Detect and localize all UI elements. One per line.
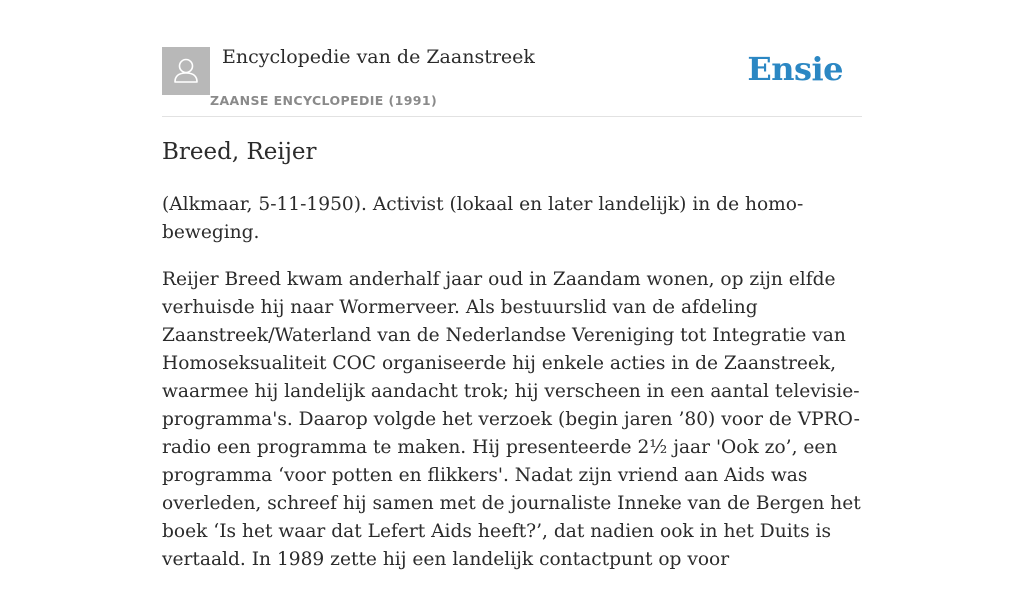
source-title[interactable]: Encyclopedie van de Zaanstreek — [222, 46, 535, 68]
entry-body — [162, 191, 862, 593]
source-header — [162, 0, 862, 117]
source-subtitle: ZAANSE ENCYCLOPEDIE (1991) — [210, 93, 438, 108]
page-container — [162, 0, 862, 570]
user-avatar-icon[interactable] — [162, 47, 210, 95]
entry-title: Breed, Reijer — [162, 139, 317, 165]
entry-intro-paragraph: (Alkmaar, 5-11-1950). Activist (lokaal en later landelijk) in de homo-beweging. — [162, 194, 804, 243]
ensie-logo[interactable]: Ensie — [747, 50, 843, 88]
entry-main-paragraph: Reijer Breed kwam anderhalf jaar oud in Zaandam wonen, op zijn elfde verhuisde hij naar Wormerveer. Als bestuurslid van de afdeling Zaanstreek/Waterland van de Nederlandse Vereniging tot Integratie van Homoseksualiteit COC organiseerde hij enkele acties in de Zaanstreek, waarmee hij landelijk aandacht trok; hij verscheen in een aantal televisie-programma's. Daarop volgde het verzoek (begin jaren ’80) voor de VPRO-radio een programma te maken. Hij presenteerde 2½ jaar 'Ook zo’, een programma ‘voor potten en flikkers'. Nadat zijn vriend aan Aids was overleden, schreef hij samen met de journaliste Inneke van de Bergen het boek ‘Is het waar dat Lefert Aids heeft?’, dat nadien ook in het Duits is vertaald. In 1989 zette hij een landelijk contactpunt op voor — [162, 269, 861, 570]
